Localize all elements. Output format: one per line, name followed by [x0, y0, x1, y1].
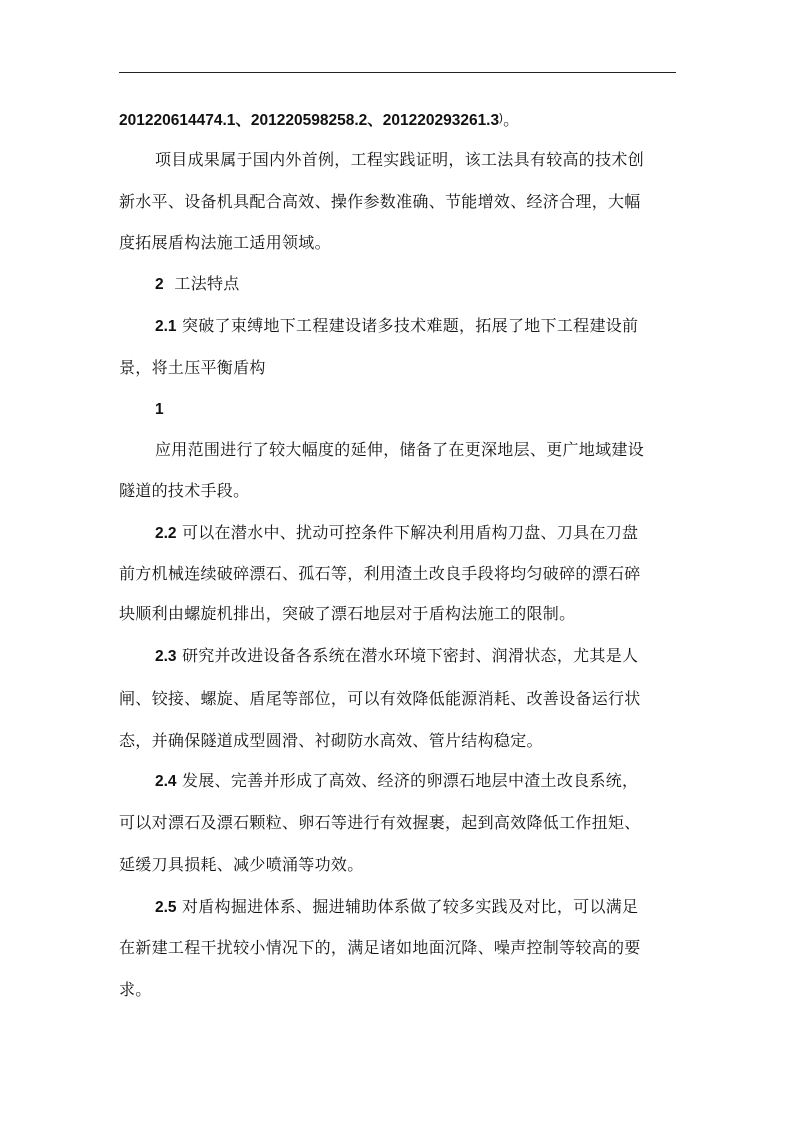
paragraph-line: 可以对漂石及漂石颗粒、卵石等进行有效握裹，起到高效降低工作扭矩、	[119, 813, 641, 832]
patent-numbers-line	[119, 108, 519, 131]
item-text: 对盾构掘进体系、掘进辅助体系做了较多实践及对比，可以满足	[181, 897, 639, 916]
item-number: 2.1	[155, 318, 177, 335]
paragraph-line: 隧道的技术手段。	[119, 481, 250, 500]
patent-line-end: 。	[503, 110, 520, 129]
section-heading	[155, 274, 240, 295]
stray-number-text: 1	[155, 401, 164, 418]
item-number: 2.5	[155, 899, 177, 916]
stray-number	[155, 399, 164, 420]
item-text: 突破了束缚地下工程建设诸多技术难题，拓展了地下工程建设前	[181, 316, 639, 335]
item-number: 2.3	[155, 648, 177, 665]
paragraph-line: 求。	[119, 980, 152, 999]
paragraph-line: 项目成果属于国内外首例，工程实践证明，该工法具有较高的技术创	[155, 150, 645, 169]
patent-superscript: )	[499, 112, 504, 124]
paragraph-line: 闸、铰接、螺旋、盾尾等部位，可以有效降低能源消耗、改善设备运行状	[119, 689, 641, 708]
item-2-5-line	[155, 897, 638, 918]
item-text: 可以在潜水中、扰动可控条件下解决利用盾构刀盘、刀具在刀盘	[181, 523, 639, 542]
item-2-3-line	[155, 646, 638, 667]
paragraph-line: 在新建工程干扰较小情况下的，满足诸如地面沉降、噪声控制等较高的要	[119, 938, 641, 957]
section-title: 工法特点	[174, 274, 240, 293]
item-number: 2.4	[155, 773, 177, 790]
paragraph-line: 新水平、设备机具配合高效、操作参数准确、节能增效、经济合理，大幅	[119, 192, 641, 211]
paragraph-line: 度拓展盾构法施工适用领域。	[119, 233, 331, 252]
item-text: 研究并改进设备各系统在潜水环境下密封、润滑状态，尤其是人	[181, 646, 639, 665]
item-2-1-line	[155, 316, 638, 337]
item-number: 2.2	[155, 525, 177, 542]
paragraph-line: 前方机械连续破碎漂石、孤石等，利用渣土改良手段将均匀破碎的漂石碎	[119, 564, 641, 583]
paragraph-line: 景，将土压平衡盾构	[119, 358, 266, 377]
paragraph-line: 延缓刀具损耗、减少喷涌等功效。	[119, 855, 364, 874]
paragraph-line: 块顺利由螺旋机排出，突破了漂石地层对于盾构法施工的限制。	[119, 604, 576, 623]
patent-numbers: 201220614474.1、201220598258.2、201220293261.3	[119, 112, 500, 129]
item-2-2-line	[155, 523, 638, 544]
header-rule	[119, 72, 676, 73]
section-number: 2	[155, 276, 164, 293]
paragraph-line: 应用范围进行了较大幅度的延伸，储备了在更深地层、更广地域建设	[155, 440, 645, 459]
paragraph-line: 态，并确保隧道成型圆滑、衬砌防水高效、管片结构稳定。	[119, 731, 543, 750]
item-text: 发展、完善并形成了高效、经济的卵漂石地层中渣土改良系统，	[181, 771, 639, 790]
item-2-4-line	[155, 771, 638, 792]
